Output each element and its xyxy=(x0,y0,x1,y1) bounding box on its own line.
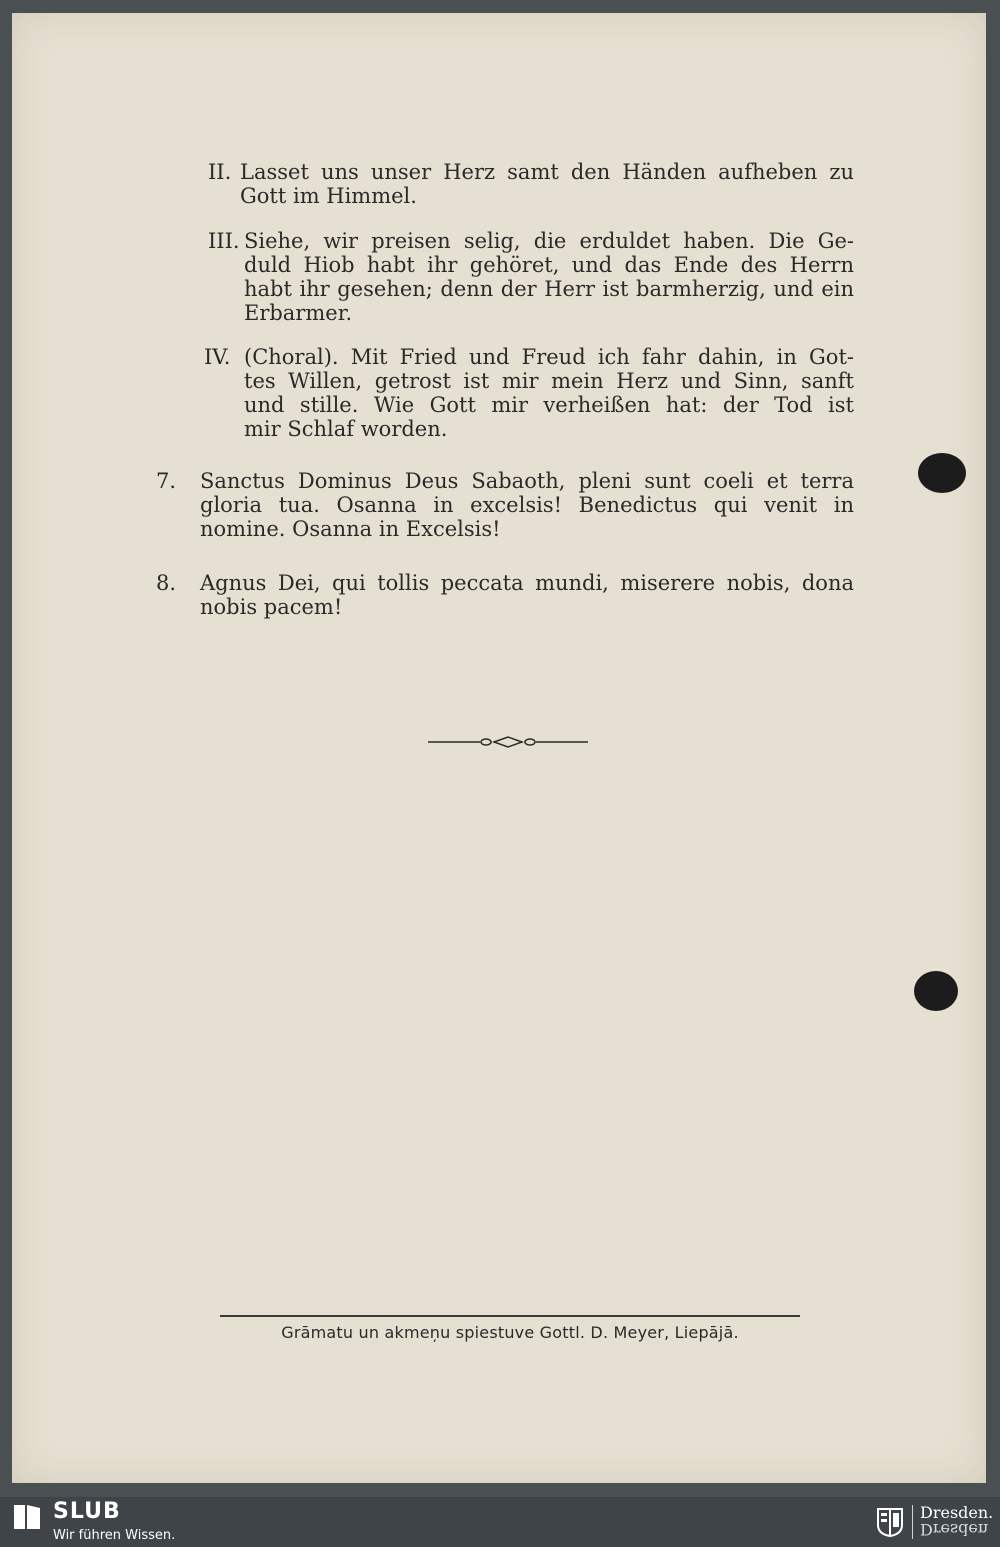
text-line: Gott im Himmel. xyxy=(240,184,417,208)
section-number: III. xyxy=(208,229,240,253)
text-line: Sanctus Dominus Deus Sabaoth, pleni sunt coeli et terra xyxy=(200,469,854,493)
punch-hole xyxy=(914,971,958,1011)
text-line: Erbarmer. xyxy=(244,301,353,325)
document-page xyxy=(12,13,986,1483)
text-line: tes Willen, getrost ist mir mein Herz und Sinn, sanft xyxy=(244,369,854,393)
partner-name[interactable]: Dresden. xyxy=(920,1503,994,1522)
section-iii xyxy=(208,229,854,329)
text-line: und stille. Wie Gott mir verheißen hat: der Tod ist xyxy=(244,393,854,417)
text-line: duld Hiob habt ihr gehöret, und das Ende des Herrn xyxy=(244,253,854,277)
section-number: IV. xyxy=(204,345,231,369)
text-line: habt ihr gesehen; denn der Herr ist barmherzig, und ein xyxy=(244,277,854,301)
footer-rule xyxy=(220,1315,800,1317)
text-line: nomine. Osanna in Excelsis! xyxy=(200,517,501,541)
section-number: II. xyxy=(208,160,232,184)
section-7 xyxy=(156,469,854,545)
printer-imprint: Grāmatu un akmeņu spiestuve Gottl. D. Meyer, Liepājā. xyxy=(281,1323,739,1342)
section-number: 8. xyxy=(156,571,177,595)
text-line: (Choral). Mit Fried und Freud ich fahr dahin, in Got- xyxy=(244,345,854,369)
text-line: Lasset uns unser Herz samt den Händen aufheben zu xyxy=(240,160,854,184)
logo-divider xyxy=(912,1505,913,1539)
ornament-divider xyxy=(428,735,588,749)
text-line: mir Schlaf worden. xyxy=(244,417,448,441)
brand-tagline: Wir führen Wissen. xyxy=(53,1528,176,1543)
partner-name-mirror: Dresden xyxy=(920,1520,989,1539)
section-number: 7. xyxy=(156,469,177,493)
slub-book-icon[interactable] xyxy=(12,1503,42,1531)
dresden-crest-icon[interactable] xyxy=(876,1507,904,1537)
section-8 xyxy=(156,571,854,623)
viewer-bar xyxy=(0,1497,1000,1547)
text-line: nobis pacem! xyxy=(200,595,343,619)
text-line: gloria tua. Osanna in excelsis! Benedictus qui venit in xyxy=(200,493,854,517)
text-line: Agnus Dei, qui tollis peccata mundi, miserere nobis, dona xyxy=(200,571,854,595)
text-line: Siehe, wir preisen selig, die erduldet haben. Die Ge- xyxy=(244,229,854,253)
section-iv xyxy=(204,345,854,445)
section-ii xyxy=(208,160,854,212)
punch-hole xyxy=(918,453,966,493)
brand-name[interactable]: SLUB xyxy=(53,1499,121,1524)
